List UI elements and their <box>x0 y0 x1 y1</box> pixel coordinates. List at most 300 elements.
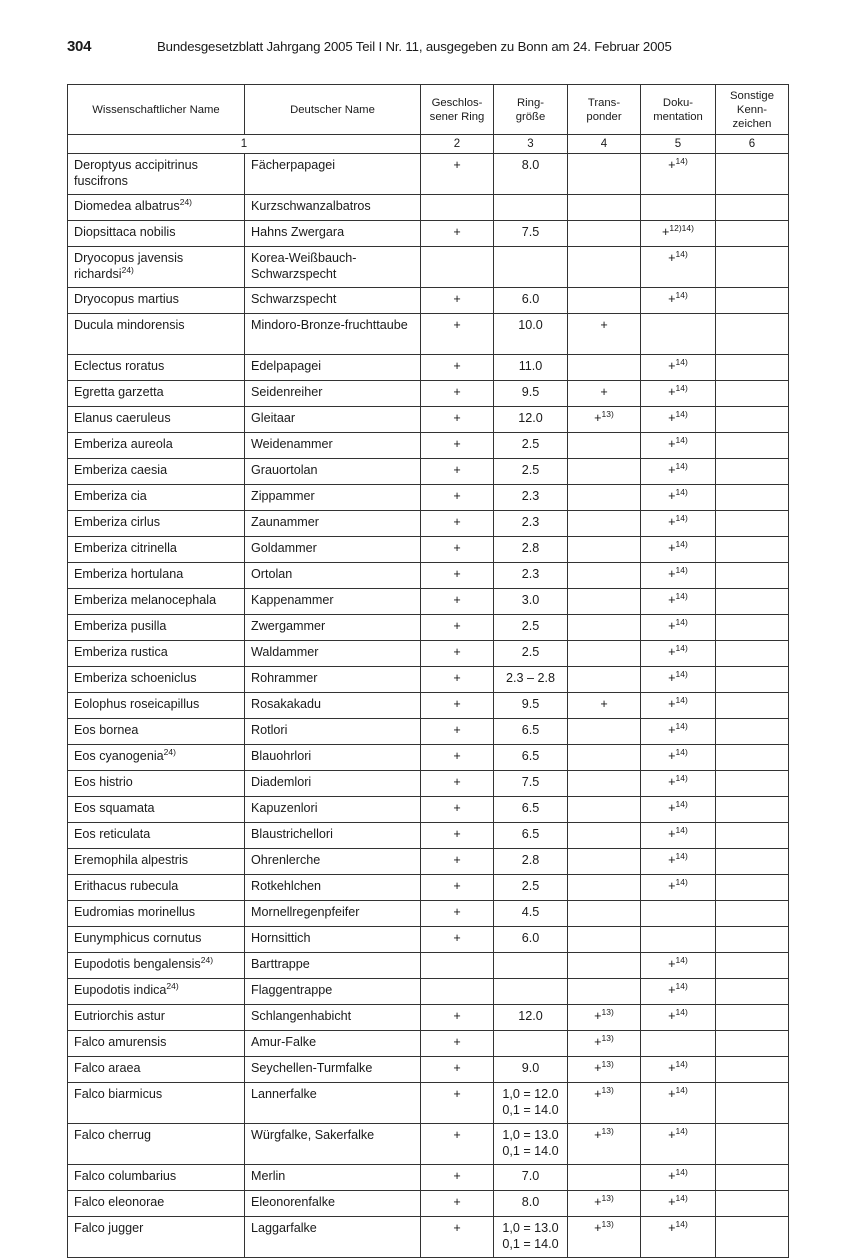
documentation-cell: +$^{14)}$ <box>641 1057 716 1083</box>
transponder-cell <box>568 485 641 511</box>
german-name-cell: Goldammer <box>245 537 421 563</box>
other-marks-cell <box>716 381 789 407</box>
publication-title: Bundesgesetzblatt Jahrgang 2005 Teil I Nr. 11, ausgegeben zu Bonn am 24. Februar 2005 <box>157 39 672 54</box>
other-marks-cell <box>716 355 789 381</box>
scientific-name-cell: Ducula mindorensis <box>68 314 245 355</box>
german-name-cell: Flaggentrappe <box>245 979 421 1005</box>
closed-ring-cell: + <box>421 1005 494 1031</box>
german-name-cell: Seidenreiher <box>245 381 421 407</box>
documentation-cell: +$^{14)}$ <box>641 381 716 407</box>
table-row <box>68 1191 789 1217</box>
transponder-cell <box>568 641 641 667</box>
ring-size-cell: 6.0 <box>494 927 568 953</box>
table-row <box>68 979 789 1005</box>
documentation-cell: +$^{14)}$ <box>641 485 716 511</box>
transponder-cell <box>568 537 641 563</box>
other-marks-cell <box>716 485 789 511</box>
ring-size-cell: 4.5 <box>494 901 568 927</box>
column-number-row <box>68 135 789 154</box>
closed-ring-cell: + <box>421 314 494 355</box>
closed-ring-cell <box>421 979 494 1005</box>
ring-size-cell: 11.0 <box>494 355 568 381</box>
transponder-cell <box>568 953 641 979</box>
scientific-name-cell: Falco araea <box>68 1057 245 1083</box>
scientific-name-cell: Eupodotis indica$^{24)}$ <box>68 979 245 1005</box>
scientific-name-cell: Eupodotis bengalensis$^{24)}$ <box>68 953 245 979</box>
table-row <box>68 407 789 433</box>
ring-size-cell <box>494 953 568 979</box>
other-marks-cell <box>716 154 789 195</box>
closed-ring-cell: + <box>421 927 494 953</box>
table-row <box>68 771 789 797</box>
table-row <box>68 485 789 511</box>
table-row <box>68 355 789 381</box>
german-name-cell: Rotlori <box>245 719 421 745</box>
closed-ring-cell: + <box>421 771 494 797</box>
column-number: 6 <box>716 135 789 154</box>
transponder-cell <box>568 355 641 381</box>
german-name-cell: Würgfalke, Sakerfalke <box>245 1124 421 1165</box>
scientific-name-cell: Falco columbarius <box>68 1165 245 1191</box>
closed-ring-cell: + <box>421 1217 494 1258</box>
closed-ring-cell: + <box>421 1191 494 1217</box>
german-name-cell: Eleonorenfalke <box>245 1191 421 1217</box>
scientific-name-cell: Emberiza schoeniclus <box>68 667 245 693</box>
closed-ring-cell: + <box>421 563 494 589</box>
ring-size-cell: 1,0 = 13.0 0,1 = 14.0 <box>494 1217 568 1258</box>
transponder-cell <box>568 589 641 615</box>
german-name-cell: Laggarfalke <box>245 1217 421 1258</box>
ring-size-cell: 12.0 <box>494 407 568 433</box>
transponder-cell <box>568 433 641 459</box>
scientific-name-cell: Falco biarmicus <box>68 1083 245 1124</box>
german-name-cell: Blaustrichellori <box>245 823 421 849</box>
scientific-name-cell: Emberiza cia <box>68 485 245 511</box>
other-marks-cell <box>716 1057 789 1083</box>
documentation-cell: +$^{14)}$ <box>641 589 716 615</box>
german-name-cell: Hahns Zwergara <box>245 221 421 247</box>
other-marks-cell <box>716 537 789 563</box>
documentation-cell: +$^{14)}$ <box>641 154 716 195</box>
german-name-cell: Ohrenlerche <box>245 849 421 875</box>
scientific-name-cell: Eos squamata <box>68 797 245 823</box>
ring-size-cell: 7.5 <box>494 221 568 247</box>
table-row <box>68 1083 789 1124</box>
ring-size-cell: 6.5 <box>494 823 568 849</box>
german-name-cell: Amur-Falke <box>245 1031 421 1057</box>
table-row <box>68 745 789 771</box>
other-marks-cell <box>716 195 789 221</box>
table-row <box>68 927 789 953</box>
transponder-cell <box>568 771 641 797</box>
table-row <box>68 247 789 288</box>
table-row <box>68 901 789 927</box>
closed-ring-cell: + <box>421 797 494 823</box>
documentation-cell <box>641 1031 716 1057</box>
documentation-cell: +$^{14)}$ <box>641 719 716 745</box>
transponder-cell <box>568 511 641 537</box>
german-name-cell: Mornellregenpfeifer <box>245 901 421 927</box>
documentation-cell <box>641 927 716 953</box>
closed-ring-cell: + <box>421 1031 494 1057</box>
other-marks-cell <box>716 1005 789 1031</box>
ring-size-cell: 2.3 <box>494 485 568 511</box>
closed-ring-cell <box>421 953 494 979</box>
other-marks-cell <box>716 1083 789 1124</box>
other-marks-cell <box>716 797 789 823</box>
german-name-cell: Kurzschwanzalbatros <box>245 195 421 221</box>
closed-ring-cell: + <box>421 459 494 485</box>
table-row <box>68 459 789 485</box>
table-row <box>68 1217 789 1258</box>
documentation-cell: +$^{14)}$ <box>641 511 716 537</box>
transponder-cell <box>568 797 641 823</box>
documentation-cell <box>641 901 716 927</box>
scientific-name-cell: Dryocopus javensis richardsi$^{24)}$ <box>68 247 245 288</box>
documentation-cell: +$^{14)}$ <box>641 641 716 667</box>
closed-ring-cell: + <box>421 745 494 771</box>
scientific-name-cell: Eos reticulata <box>68 823 245 849</box>
other-marks-cell <box>716 1031 789 1057</box>
german-name-cell: Kapuzenlori <box>245 797 421 823</box>
ring-size-cell: 6.0 <box>494 288 568 314</box>
german-name-cell: Edelpapagei <box>245 355 421 381</box>
scientific-name-cell: Falco cherrug <box>68 1124 245 1165</box>
table-row <box>68 154 789 195</box>
german-name-cell: Seychellen-Turmfalke <box>245 1057 421 1083</box>
scientific-name-cell: Eudromias morinellus <box>68 901 245 927</box>
german-name-cell: Korea-Weißbauch-Schwarzspecht <box>245 247 421 288</box>
table-row <box>68 195 789 221</box>
closed-ring-cell: + <box>421 221 494 247</box>
scientific-name-cell: Emberiza melanocephala <box>68 589 245 615</box>
transponder-cell: +$^{13)}$ <box>568 1083 641 1124</box>
documentation-cell: +$^{14)}$ <box>641 355 716 381</box>
transponder-cell <box>568 247 641 288</box>
german-name-cell: Gleitaar <box>245 407 421 433</box>
ring-size-cell: 2.8 <box>494 537 568 563</box>
ring-size-cell: 6.5 <box>494 797 568 823</box>
other-marks-cell <box>716 875 789 901</box>
german-name-cell: Diademlori <box>245 771 421 797</box>
ring-size-cell: 12.0 <box>494 1005 568 1031</box>
scientific-name-cell: Emberiza cirlus <box>68 511 245 537</box>
documentation-cell: +$^{14)}$ <box>641 875 716 901</box>
documentation-cell: +$^{14)}$ <box>641 247 716 288</box>
table-row <box>68 433 789 459</box>
transponder-cell <box>568 719 641 745</box>
ring-size-cell: 7.5 <box>494 771 568 797</box>
ring-size-cell: 2.5 <box>494 615 568 641</box>
german-name-cell: Weidenammer <box>245 433 421 459</box>
german-name-cell: Mindoro-Bronze-fruchttaube <box>245 314 421 355</box>
ring-size-cell: 10.0 <box>494 314 568 355</box>
other-marks-cell <box>716 953 789 979</box>
other-marks-cell <box>716 849 789 875</box>
transponder-cell: +$^{13)}$ <box>568 1124 641 1165</box>
transponder-cell <box>568 288 641 314</box>
german-name-cell: Schlangenhabicht <box>245 1005 421 1031</box>
table-row <box>68 589 789 615</box>
other-marks-cell <box>716 433 789 459</box>
closed-ring-cell: + <box>421 901 494 927</box>
other-marks-cell <box>716 745 789 771</box>
german-name-cell: Waldammer <box>245 641 421 667</box>
ring-size-cell: 6.5 <box>494 745 568 771</box>
ring-size-cell: 1,0 = 12.0 0,1 = 14.0 <box>494 1083 568 1124</box>
scientific-name-cell: Eolophus roseicapillus <box>68 693 245 719</box>
closed-ring-cell: + <box>421 719 494 745</box>
german-name-cell: Blauohrlori <box>245 745 421 771</box>
german-name-cell: Schwarzspecht <box>245 288 421 314</box>
documentation-cell: +$^{14)}$ <box>641 563 716 589</box>
transponder-cell <box>568 979 641 1005</box>
ring-size-cell: 2.3 <box>494 511 568 537</box>
scientific-name-cell: Deroptyus accipitrinus fuscifrons <box>68 154 245 195</box>
table-row <box>68 288 789 314</box>
closed-ring-cell <box>421 247 494 288</box>
scientific-name-cell: Falco jugger <box>68 1217 245 1258</box>
scientific-name-cell: Diopsittaca nobilis <box>68 221 245 247</box>
closed-ring-cell: + <box>421 667 494 693</box>
documentation-cell: +$^{14)}$ <box>641 849 716 875</box>
documentation-cell: +$^{14)}$ <box>641 1165 716 1191</box>
ring-size-cell: 9.5 <box>494 381 568 407</box>
other-marks-cell <box>716 927 789 953</box>
german-name-cell: Rotkehlchen <box>245 875 421 901</box>
other-marks-cell <box>716 1217 789 1258</box>
transponder-cell <box>568 667 641 693</box>
other-marks-cell <box>716 823 789 849</box>
ring-size-cell: 1,0 = 13.0 0,1 = 14.0 <box>494 1124 568 1165</box>
table-row <box>68 221 789 247</box>
documentation-cell: +$^{14)}$ <box>641 667 716 693</box>
closed-ring-cell: + <box>421 1083 494 1124</box>
transponder-cell: +$^{13)}$ <box>568 1031 641 1057</box>
german-name-cell: Zwergammer <box>245 615 421 641</box>
documentation-cell: +$^{14)}$ <box>641 433 716 459</box>
ring-size-cell: 2.3 – 2.8 <box>494 667 568 693</box>
table-row <box>68 563 789 589</box>
scientific-name-cell: Eunymphicus cornutus <box>68 927 245 953</box>
scientific-name-cell: Eos cyanogenia$^{24)}$ <box>68 745 245 771</box>
other-marks-cell <box>716 1124 789 1165</box>
transponder-cell: +$^{13)}$ <box>568 1005 641 1031</box>
column-header-ring-size: Ring- größe <box>494 85 568 135</box>
documentation-cell: +$^{14)}$ <box>641 797 716 823</box>
transponder-cell: +$^{13)}$ <box>568 407 641 433</box>
documentation-cell: +$^{14)}$ <box>641 953 716 979</box>
closed-ring-cell: + <box>421 355 494 381</box>
table-row <box>68 953 789 979</box>
ring-size-cell: 9.0 <box>494 1057 568 1083</box>
table-row <box>68 537 789 563</box>
closed-ring-cell: + <box>421 511 494 537</box>
scientific-name-cell: Eutriorchis astur <box>68 1005 245 1031</box>
other-marks-cell <box>716 589 789 615</box>
column-number: 4 <box>568 135 641 154</box>
table-row <box>68 1057 789 1083</box>
transponder-cell <box>568 221 641 247</box>
ring-size-cell <box>494 195 568 221</box>
table-row <box>68 1005 789 1031</box>
ring-size-cell: 2.3 <box>494 563 568 589</box>
transponder-cell <box>568 195 641 221</box>
table-row <box>68 823 789 849</box>
ring-size-cell: 2.5 <box>494 875 568 901</box>
other-marks-cell <box>716 511 789 537</box>
ring-size-cell: 9.5 <box>494 693 568 719</box>
table-body <box>68 154 789 1258</box>
scientific-name-cell: Egretta garzetta <box>68 381 245 407</box>
closed-ring-cell: + <box>421 615 494 641</box>
closed-ring-cell: + <box>421 693 494 719</box>
closed-ring-cell: + <box>421 823 494 849</box>
transponder-cell <box>568 1165 641 1191</box>
transponder-cell: + <box>568 381 641 407</box>
scientific-name-cell: Falco amurensis <box>68 1031 245 1057</box>
column-number: 5 <box>641 135 716 154</box>
documentation-cell: +$^{14)}$ <box>641 693 716 719</box>
table-row <box>68 381 789 407</box>
german-name-cell: Merlin <box>245 1165 421 1191</box>
table-row <box>68 1165 789 1191</box>
transponder-cell <box>568 745 641 771</box>
other-marks-cell <box>716 667 789 693</box>
ring-size-cell: 7.0 <box>494 1165 568 1191</box>
closed-ring-cell: + <box>421 641 494 667</box>
other-marks-cell <box>716 641 789 667</box>
german-name-cell: Zaunammer <box>245 511 421 537</box>
other-marks-cell <box>716 1165 789 1191</box>
ring-size-cell: 8.0 <box>494 154 568 195</box>
german-name-cell: Rohrammer <box>245 667 421 693</box>
closed-ring-cell: + <box>421 849 494 875</box>
german-name-cell: Lannerfalke <box>245 1083 421 1124</box>
other-marks-cell <box>716 979 789 1005</box>
german-name-cell: Kappenammer <box>245 589 421 615</box>
scientific-name-cell: Diomedea albatrus$^{24)}$ <box>68 195 245 221</box>
scientific-name-cell: Dryocopus martius <box>68 288 245 314</box>
table-row <box>68 641 789 667</box>
column-number: 3 <box>494 135 568 154</box>
german-name-cell: Grauortolan <box>245 459 421 485</box>
column-number: 2 <box>421 135 494 154</box>
closed-ring-cell: + <box>421 589 494 615</box>
german-name-cell: Fächerpapagei <box>245 154 421 195</box>
documentation-cell: +$^{14)}$ <box>641 745 716 771</box>
documentation-cell: +$^{14)}$ <box>641 1124 716 1165</box>
table-row <box>68 511 789 537</box>
table-header-row <box>68 85 789 135</box>
table-row <box>68 693 789 719</box>
other-marks-cell <box>716 247 789 288</box>
other-marks-cell <box>716 459 789 485</box>
ring-size-cell: 6.5 <box>494 719 568 745</box>
column-header-documentation: Doku- mentation <box>641 85 716 135</box>
table-row <box>68 719 789 745</box>
other-marks-cell <box>716 615 789 641</box>
other-marks-cell <box>716 288 789 314</box>
ring-size-cell <box>494 979 568 1005</box>
other-marks-cell <box>716 407 789 433</box>
documentation-cell: +$^{14)}$ <box>641 407 716 433</box>
documentation-cell: +$^{14)}$ <box>641 1083 716 1124</box>
transponder-cell: + <box>568 314 641 355</box>
transponder-cell: +$^{13)}$ <box>568 1057 641 1083</box>
german-name-cell: Barttrappe <box>245 953 421 979</box>
closed-ring-cell <box>421 195 494 221</box>
documentation-cell <box>641 195 716 221</box>
closed-ring-cell: + <box>421 537 494 563</box>
transponder-cell <box>568 849 641 875</box>
transponder-cell: + <box>568 693 641 719</box>
other-marks-cell <box>716 314 789 355</box>
transponder-cell <box>568 615 641 641</box>
scientific-name-cell: Emberiza aureola <box>68 433 245 459</box>
ring-size-cell: 8.0 <box>494 1191 568 1217</box>
table-row <box>68 314 789 355</box>
scientific-name-cell: Emberiza pusilla <box>68 615 245 641</box>
other-marks-cell <box>716 1191 789 1217</box>
german-name-cell: Rosakakadu <box>245 693 421 719</box>
other-marks-cell <box>716 771 789 797</box>
table-row <box>68 667 789 693</box>
closed-ring-cell: + <box>421 485 494 511</box>
page-header <box>67 38 787 58</box>
closed-ring-cell: + <box>421 1057 494 1083</box>
scientific-name-cell: Emberiza citrinella <box>68 537 245 563</box>
german-name-cell: Hornsittich <box>245 927 421 953</box>
closed-ring-cell: + <box>421 288 494 314</box>
documentation-cell: +$^{14)}$ <box>641 1191 716 1217</box>
column-number: 1 <box>68 135 421 154</box>
ring-size-cell: 2.5 <box>494 459 568 485</box>
ring-size-cell <box>494 1031 568 1057</box>
table-row <box>68 615 789 641</box>
transponder-cell: +$^{13)}$ <box>568 1191 641 1217</box>
documentation-cell: +$^{14)}$ <box>641 1005 716 1031</box>
documentation-cell: +$^{14)}$ <box>641 459 716 485</box>
documentation-cell: +$^{14)}$ <box>641 1217 716 1258</box>
scientific-name-cell: Erithacus rubecula <box>68 875 245 901</box>
column-header-scientific-name: Wissenschaftlicher Name <box>68 85 245 135</box>
table-row <box>68 1031 789 1057</box>
ring-size-cell: 3.0 <box>494 589 568 615</box>
german-name-cell: Ortolan <box>245 563 421 589</box>
column-header-german-name: Deutscher Name <box>245 85 421 135</box>
page-number: 304 <box>67 38 92 55</box>
scientific-name-cell: Falco eleonorae <box>68 1191 245 1217</box>
ring-size-cell <box>494 247 568 288</box>
documentation-cell: +$^{14)}$ <box>641 771 716 797</box>
german-name-cell: Zippammer <box>245 485 421 511</box>
scientific-name-cell: Eos histrio <box>68 771 245 797</box>
documentation-cell: +$^{14)}$ <box>641 288 716 314</box>
ring-size-cell: 2.5 <box>494 433 568 459</box>
other-marks-cell <box>716 221 789 247</box>
scientific-name-cell: Emberiza hortulana <box>68 563 245 589</box>
transponder-cell <box>568 875 641 901</box>
ring-size-cell: 2.8 <box>494 849 568 875</box>
documentation-cell: +$^{12)14)}$ <box>641 221 716 247</box>
transponder-cell: +$^{13)}$ <box>568 1217 641 1258</box>
other-marks-cell <box>716 693 789 719</box>
table-row <box>68 849 789 875</box>
transponder-cell <box>568 154 641 195</box>
table-row <box>68 1124 789 1165</box>
closed-ring-cell: + <box>421 407 494 433</box>
